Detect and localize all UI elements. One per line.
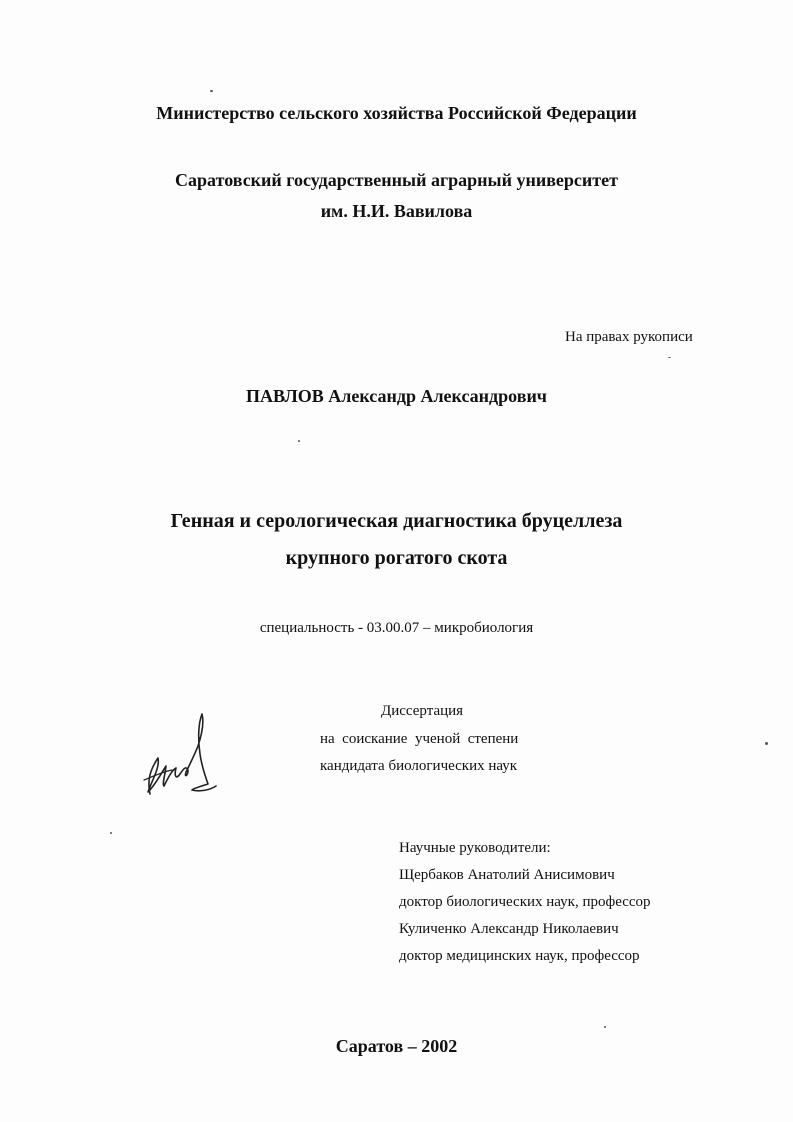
university-heading: Саратовский государственный аграрный университет (175, 170, 618, 190)
degree-purpose: на соискание ученой степени (320, 731, 519, 747)
city-year: Саратов – 2002 (335, 1036, 458, 1056)
dissertation-title-line1: Генная и серологическая диагностика бруцеллеза (170, 510, 623, 532)
author-name: ПАВЛОВ Александр Александрович (246, 386, 547, 406)
advisor-2-name: Куличенко Александр Николаевич (399, 921, 619, 937)
scan-speck (765, 742, 768, 745)
scan-speck (604, 1026, 606, 1028)
ministry-heading: Министерство сельского хозяйства Российской Федерации (156, 103, 637, 123)
advisor-1-name: Щербаков Анатолий Анисимович (399, 867, 615, 883)
scan-speck (110, 832, 112, 834)
scan-speck (668, 357, 671, 358)
specialty-line: специальность - 03.00.07 – микробиология (259, 620, 534, 636)
advisor-2-degree: доктор медицинских наук, профессор (399, 948, 640, 964)
manuscript-note: На правах рукописи (565, 329, 693, 345)
advisors-heading: Научные руководители: (399, 840, 551, 856)
dissertation-label: Диссертация (381, 703, 464, 719)
university-name-line: им. Н.И. Вавилова (320, 201, 473, 221)
handwritten-signature-icon (132, 706, 222, 806)
dissertation-title-line2: крупного рогатого скота (285, 547, 508, 569)
advisor-1-degree: доктор биологических наук, профессор (399, 894, 651, 910)
degree-name: кандидата биологических наук (320, 758, 518, 774)
scan-speck (210, 90, 213, 92)
scan-speck (298, 440, 300, 442)
